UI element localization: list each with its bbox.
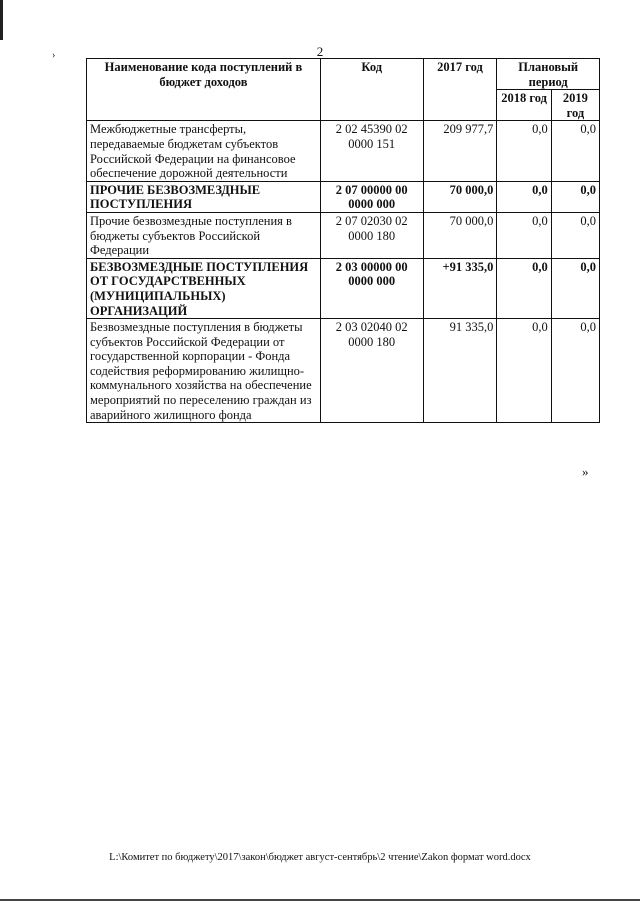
footer-file-path: L:\Комитет по бюджету\2017\закон\бюджет август-сентябрь\2 чтение\Zakon формат word.docx <box>109 852 531 863</box>
row-2017: +91 335,0 <box>423 258 497 318</box>
row-2019: 0,0 <box>551 181 599 212</box>
row-name: Межбюджетные трансферты, передаваемые бюджетам субъектов Российской Федерации на финансовое обеспечение дорожной деятельности <box>87 121 321 181</box>
table-row <box>87 121 600 181</box>
header-plan-period: Плановый период <box>497 59 600 90</box>
row-2018: 0,0 <box>497 121 551 181</box>
row-name: ПРОЧИЕ БЕЗВОЗМЕЗДНЫЕ ПОСТУПЛЕНИЯ <box>87 181 321 212</box>
row-2017: 91 335,0 <box>423 319 497 423</box>
scan-bottom-edge <box>0 899 640 901</box>
row-2017: 70 000,0 <box>423 212 497 258</box>
row-2019: 0,0 <box>551 121 599 181</box>
row-2019: 0,0 <box>551 319 599 423</box>
header-name: Наименование кода поступлений в бюджет доходов <box>87 59 321 121</box>
header-2017: 2017 год <box>423 59 497 121</box>
header-2018: 2018 год <box>497 90 551 121</box>
row-code: 2 03 00000 00 0000 000 <box>320 258 423 318</box>
row-2018: 0,0 <box>497 258 551 318</box>
scan-edge-mark <box>0 0 3 40</box>
row-code: 2 07 02030 02 0000 180 <box>320 212 423 258</box>
table-row <box>87 181 600 212</box>
row-name: Безвозмездные поступления в бюджеты субъектов Российской Федерации от государственной корпорации - Фонда содействия реформированию жилищно-коммунального хозяйства на обеспечение мероприятий по переселению граждан из аварийного жилищного фонда <box>87 319 321 423</box>
row-code: 2 07 00000 00 0000 000 <box>320 181 423 212</box>
row-2018: 0,0 <box>497 319 551 423</box>
table-row <box>87 319 600 423</box>
table-row <box>87 212 600 258</box>
header-code: Код <box>320 59 423 121</box>
row-2018: 0,0 <box>497 212 551 258</box>
row-name: БЕЗВОЗМЕЗДНЫЕ ПОСТУПЛЕНИЯ ОТ ГОСУДАРСТВЕННЫХ (МУНИЦИПАЛЬНЫХ) ОРГАНИЗАЦИЙ <box>87 258 321 318</box>
page-number: 2 <box>316 44 324 59</box>
row-2017: 209 977,7 <box>423 121 497 181</box>
row-2018: 0,0 <box>497 181 551 212</box>
row-code: 2 03 02040 02 0000 180 <box>320 319 423 423</box>
closing-quote: » <box>582 464 589 479</box>
row-2019: 0,0 <box>551 258 599 318</box>
budget-revenue-table <box>86 58 600 423</box>
row-name: Прочие безвозмездные поступления в бюджеты субъектов Российской Федерации <box>87 212 321 258</box>
header-2019: 2019 год <box>551 90 599 121</box>
row-2017: 70 000,0 <box>423 181 497 212</box>
margin-tick: › <box>52 50 56 61</box>
table-row <box>87 258 600 318</box>
row-code: 2 02 45390 02 0000 151 <box>320 121 423 181</box>
row-2019: 0,0 <box>551 212 599 258</box>
